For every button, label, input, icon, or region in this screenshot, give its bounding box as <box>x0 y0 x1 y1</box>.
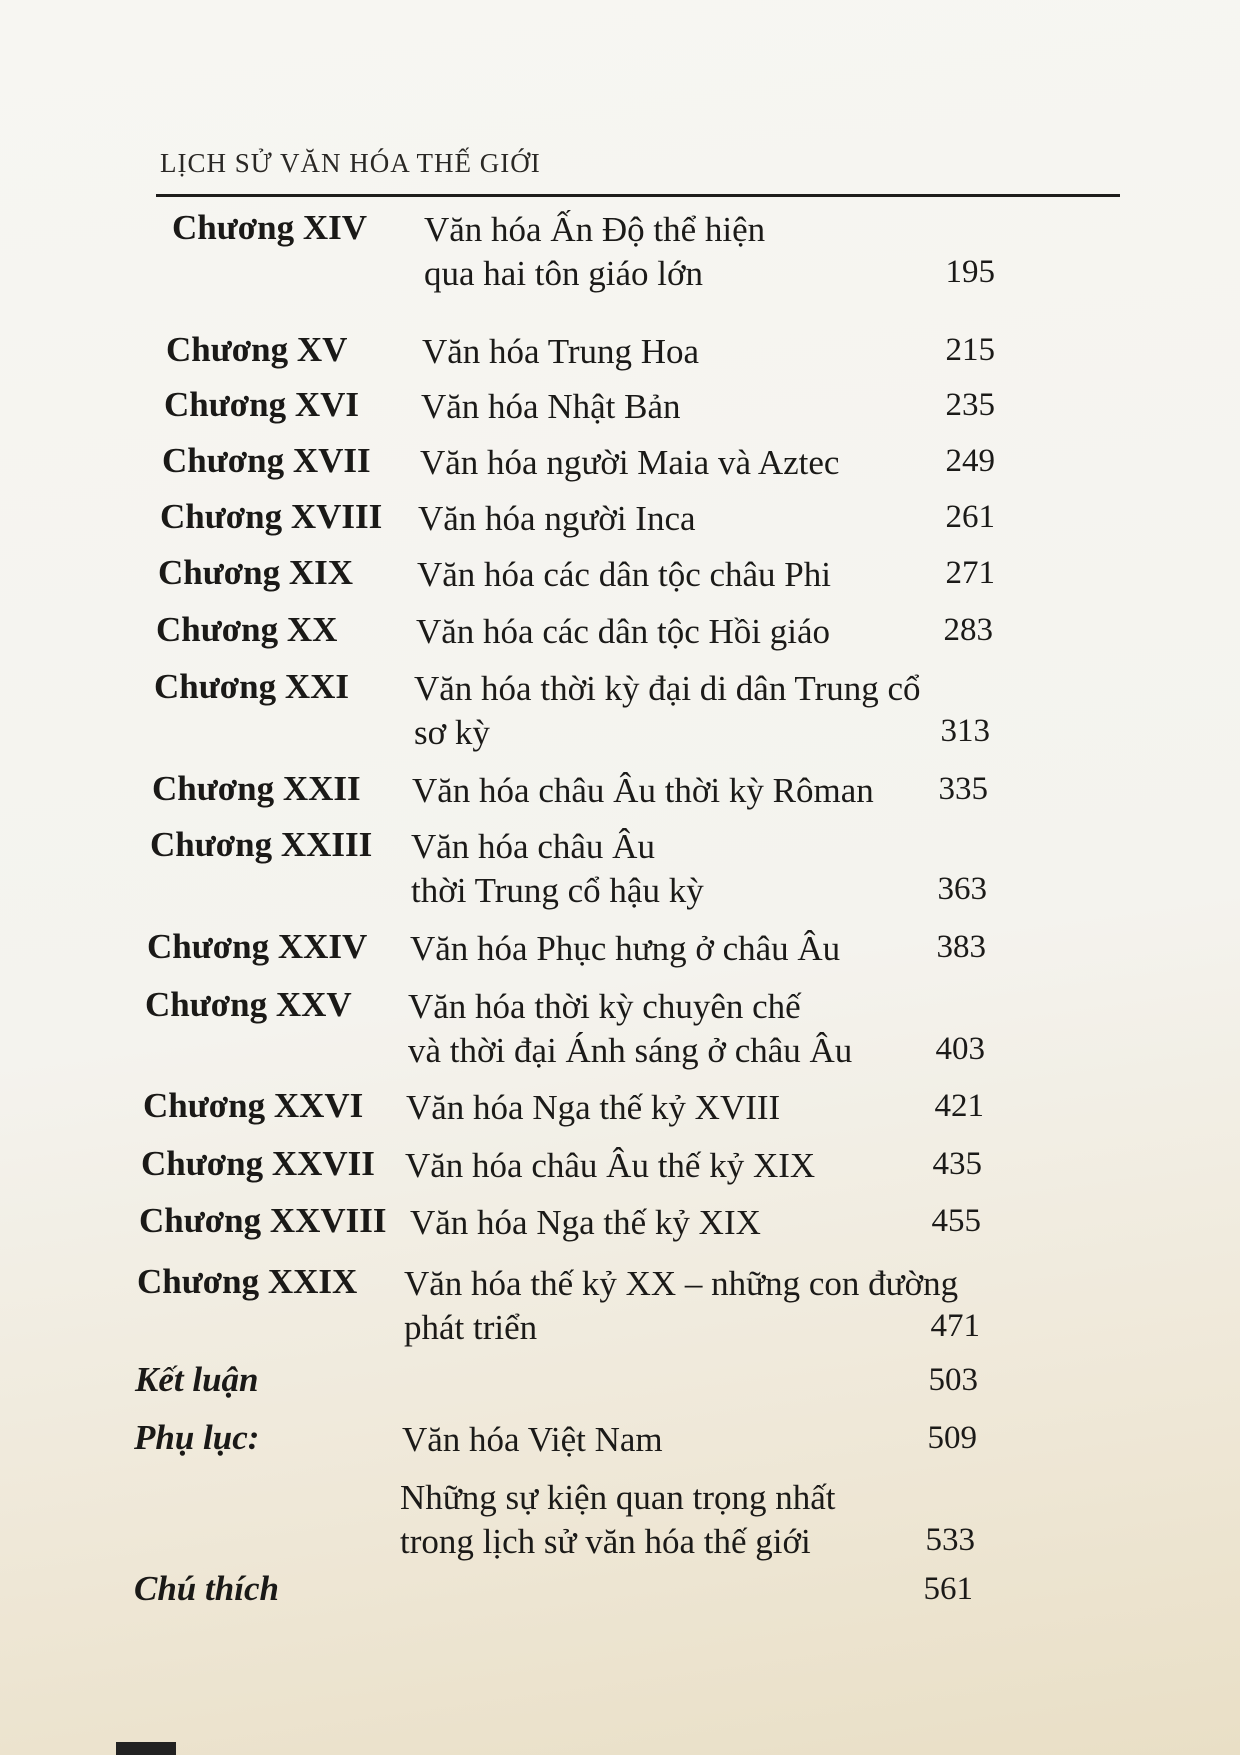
toc-entry-page-number: 313 <box>940 713 990 749</box>
toc-entry-title <box>410 927 840 971</box>
toc-entry-title-line: trong lịch sử văn hóa thế giới <box>400 1522 811 1561</box>
toc-entry-title <box>417 553 831 597</box>
toc-entry-page-number: 261 <box>945 499 995 535</box>
toc-entry-page-number: 533 <box>925 1522 975 1558</box>
toc-entry-title-line: Văn hóa thời kỳ đại di dân Trung cổ <box>414 669 921 708</box>
toc-entry-page-number: 271 <box>945 555 995 591</box>
toc-entry-label: Chương XXIII <box>150 825 373 864</box>
toc-entry-title-line: Văn hóa người Inca <box>418 499 696 538</box>
toc-entry-page-number: 249 <box>945 443 995 479</box>
toc-entry-title <box>400 1476 836 1564</box>
toc-entry-label: Chương XXVI <box>143 1086 364 1125</box>
toc-entry-label: Chương XVI <box>164 385 360 424</box>
toc-entry-title <box>408 985 852 1073</box>
toc-entry-page-number: 421 <box>934 1088 984 1124</box>
toc-entry-title-line: Văn hóa các dân tộc Hồi giáo <box>416 612 831 651</box>
toc-entry-label: Chú thích <box>134 1569 279 1608</box>
toc-entry-title <box>412 769 874 813</box>
toc-entry-page-number: 383 <box>936 929 986 965</box>
toc-entry-title-line: Văn hóa Nga thế kỷ XVIII <box>406 1088 781 1127</box>
toc-entry-title <box>406 1086 780 1130</box>
toc-entry-page-number: 235 <box>945 387 995 423</box>
toc-entry-label: Chương XIV <box>172 208 368 247</box>
toc-entry-page-number: 503 <box>928 1362 978 1398</box>
toc-entry-label: Chương XXIX <box>137 1262 358 1301</box>
toc-entry-title-line: Văn hóa Nhật Bản <box>421 387 681 426</box>
running-header: LỊCH SỬ VĂN HÓA THẾ GIỚI <box>160 148 541 178</box>
toc-entry-title <box>416 610 830 654</box>
toc-entry-label: Chương XXII <box>152 769 361 808</box>
toc-entry-label: Phụ lục: <box>134 1418 260 1457</box>
toc-entry-title-line: Văn hóa châu Âu <box>411 827 655 866</box>
toc-entry-page-number: 435 <box>932 1146 982 1182</box>
toc-entry-title-line: Văn hóa người Maia và Aztec <box>420 443 840 482</box>
toc-entry-title-line: Văn hóa Trung Hoa <box>422 332 700 371</box>
toc-entry-page-number: 335 <box>938 771 988 807</box>
toc-entry-title-line: phát triển <box>404 1308 538 1347</box>
toc-entry-page-number: 403 <box>935 1031 985 1067</box>
toc-entry-title-line: Văn hóa Phục hưng ở châu Âu <box>410 929 841 968</box>
toc-entry-title-line: Văn hóa Nga thế kỷ XIX <box>410 1203 761 1242</box>
toc-entry-title <box>418 497 696 541</box>
toc-entry-title <box>405 1144 815 1188</box>
toc-entry-title-line: Văn hóa thế kỷ XX – những con đường <box>404 1264 959 1303</box>
toc-entry-page-number: 215 <box>945 332 995 368</box>
toc-entry-title-line: Văn hóa các dân tộc châu Phi <box>417 555 832 594</box>
toc-entry-page-number: 561 <box>923 1571 973 1607</box>
toc-entry-title-line: Văn hóa thời kỳ chuyên chế <box>408 987 801 1026</box>
toc-entry-title <box>410 1201 761 1245</box>
toc-entry-label: Kết luận <box>135 1360 259 1399</box>
toc-entry-page-number: 509 <box>927 1420 977 1456</box>
toc-entry-title <box>424 208 765 296</box>
toc-entry-title-line: qua hai tôn giáo lớn <box>424 254 704 293</box>
toc-entry-label: Chương XXVII <box>141 1144 375 1183</box>
toc-entry-page-number: 195 <box>945 254 995 290</box>
toc-entry-title-line: Những sự kiện quan trọng nhất <box>400 1478 836 1517</box>
toc-entry-title <box>402 1418 663 1462</box>
toc-entry-title-line: Văn hóa châu Âu thế kỷ XIX <box>405 1146 816 1185</box>
toc-entry-title-line: Văn hóa châu Âu thời kỳ Rôman <box>412 771 874 810</box>
toc-entry-label: Chương XIX <box>158 553 354 592</box>
toc-entry-title <box>420 441 839 485</box>
toc-entry-page-number: 283 <box>943 612 993 648</box>
toc-entry-page-number: 455 <box>931 1203 981 1239</box>
toc-entry-title-line: sơ kỳ <box>414 713 490 752</box>
toc-entry-title <box>404 1262 958 1350</box>
toc-entry-title <box>421 385 681 429</box>
toc-entry-label: Chương XXV <box>145 985 352 1024</box>
toc-entry-title-line: thời Trung cổ hậu kỳ <box>411 871 704 910</box>
toc-entry-label: Chương XXI <box>154 667 350 706</box>
toc-entry-label: Chương XXIV <box>147 927 368 966</box>
toc-entry-label: Chương XV <box>166 330 348 369</box>
toc-entry-title <box>414 667 921 755</box>
toc-entry-label: Chương XVII <box>162 441 371 480</box>
toc-entry-title-line: Văn hóa Việt Nam <box>402 1420 663 1459</box>
toc-entry-label: Chương XX <box>156 610 338 649</box>
toc-entry-title-line: Văn hóa Ấn Độ thể hiện <box>424 210 766 249</box>
page-footer-mark <box>116 1742 176 1755</box>
toc-entry-label: Chương XXVIII <box>139 1201 387 1240</box>
toc-entry-title <box>422 330 699 374</box>
toc-entry-title-line: và thời đại Ánh sáng ở châu Âu <box>408 1031 853 1070</box>
toc-entry-page-number: 471 <box>930 1308 980 1344</box>
toc-entry-title <box>411 825 704 913</box>
toc-entry-label: Chương XVIII <box>160 497 383 536</box>
toc-entry-page-number: 363 <box>937 871 987 907</box>
